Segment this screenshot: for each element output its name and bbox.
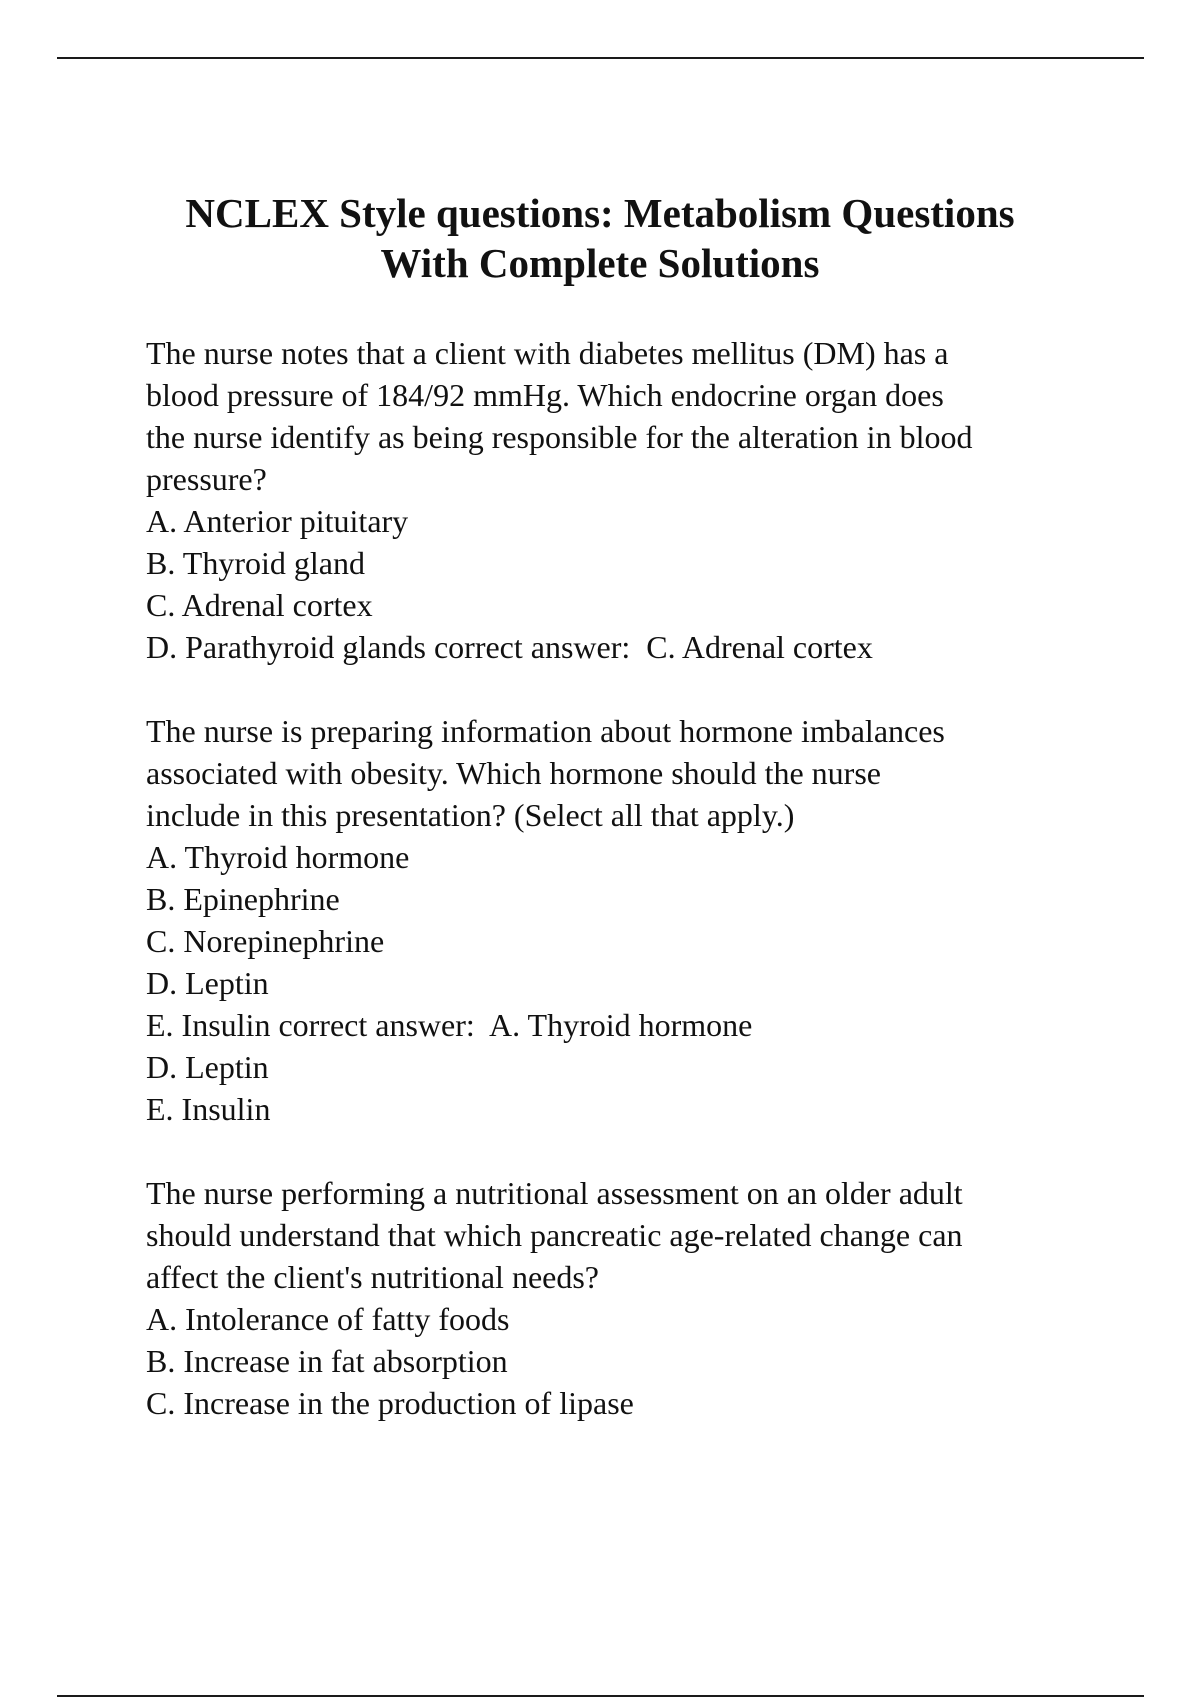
option-line: A. Thyroid hormone <box>146 839 410 875</box>
question-2 <box>146 710 1146 1130</box>
option-line: B. Increase in fat absorption <box>146 1343 508 1379</box>
option-line: C. Adrenal cortex <box>146 587 373 623</box>
option-line: A. Anterior pituitary <box>146 503 409 539</box>
question-3 <box>146 1172 1146 1424</box>
option-line: A. Intolerance of fatty foods <box>146 1301 510 1337</box>
option-line-with-answer: D. Parathyroid glands correct answer: C. Adrenal cortex <box>146 629 873 665</box>
question-1 <box>146 332 1146 668</box>
question-3-stem <box>146 1172 1146 1298</box>
option-line-with-answer: E. Insulin correct answer: A. Thyroid hormone <box>146 1007 753 1043</box>
stem-line: associated with obesity. Which hormone should the nurse <box>146 755 881 791</box>
top-rule <box>57 57 1144 59</box>
option-line: C. Increase in the production of lipase <box>146 1385 634 1421</box>
question-1-stem <box>146 332 1146 500</box>
question-3-options <box>146 1298 1146 1424</box>
option-line: B. Epinephrine <box>146 881 340 917</box>
option-line: D. Leptin <box>146 965 269 1001</box>
document-body <box>146 332 1146 1466</box>
stem-line: The nurse is preparing information about hormone imbalances <box>146 713 945 749</box>
stem-line: blood pressure of 184/92 mmHg. Which endocrine organ does <box>146 377 944 413</box>
title-line-2: With Complete Solutions <box>380 240 820 286</box>
stem-line: affect the client's nutritional needs? <box>146 1259 599 1295</box>
bottom-rule <box>57 1695 1144 1697</box>
stem-line: The nurse performing a nutritional assessment on an older adult <box>146 1175 963 1211</box>
option-line: B. Thyroid gland <box>146 545 365 581</box>
document-title <box>100 188 1100 288</box>
stem-line: The nurse notes that a client with diabetes mellitus (DM) has a <box>146 335 949 371</box>
stem-line: pressure? <box>146 461 267 497</box>
option-line: C. Norepinephrine <box>146 923 385 959</box>
title-line-1: NCLEX Style questions: Metabolism Questions <box>185 190 1015 236</box>
stem-line: include in this presentation? (Select all that apply.) <box>146 797 795 833</box>
question-2-options <box>146 836 1146 1130</box>
stem-line: the nurse identify as being responsible for the alteration in blood <box>146 419 973 455</box>
question-1-options <box>146 500 1146 668</box>
stem-line: should understand that which pancreatic age-related change can <box>146 1217 963 1253</box>
option-line: D. Leptin <box>146 1049 269 1085</box>
option-line: E. Insulin <box>146 1091 271 1127</box>
question-2-stem <box>146 710 1146 836</box>
